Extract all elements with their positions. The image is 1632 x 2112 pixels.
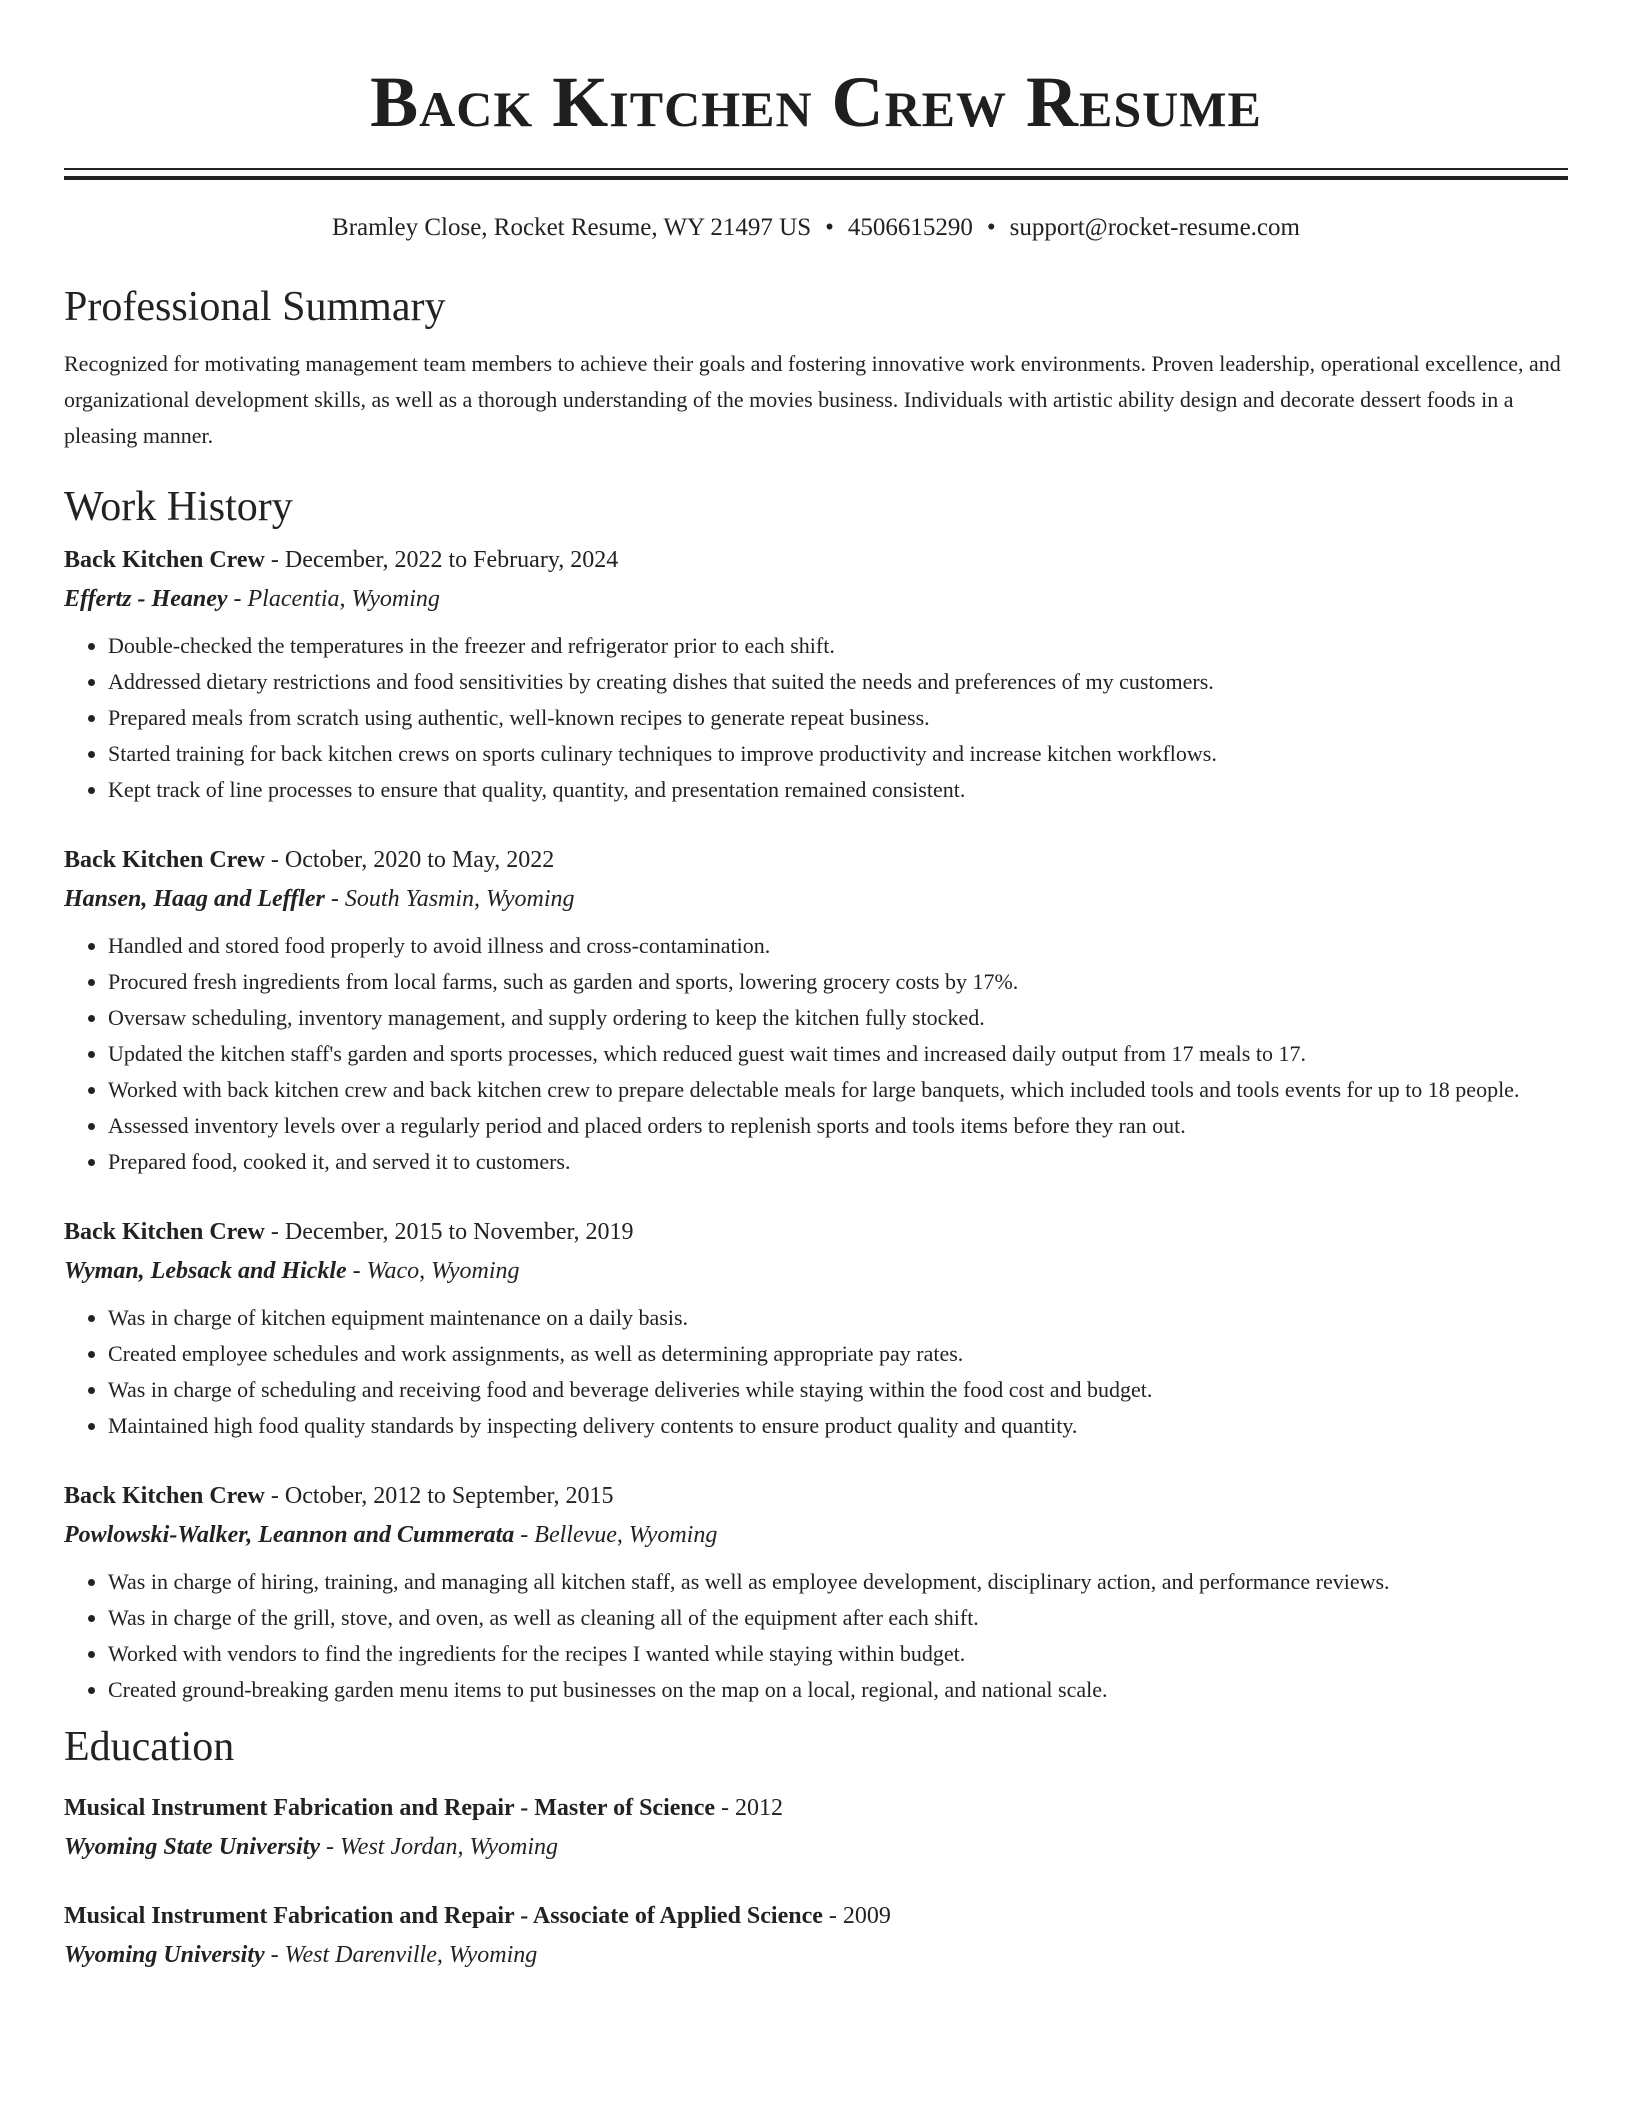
job-title: Back Kitchen Crew: [64, 547, 265, 573]
job-dates: - December, 2022 to February, 2024: [264, 547, 619, 573]
job-bullets: [64, 1564, 1568, 1708]
job-title: Back Kitchen Crew: [64, 1483, 265, 1509]
work-history-heading: Work History: [64, 484, 293, 530]
list-item: • Addressed dietary restrictions and food sensitivities by creating dishes that suited the needs and preferences of my customers.: [108, 664, 1568, 700]
job-title-line: [64, 840, 1568, 880]
job-title-line: [64, 1476, 1568, 1516]
job-location: - Placentia, Wyoming: [227, 586, 440, 612]
job-company: Hansen, Haag and Leffler: [64, 886, 325, 912]
list-item: • Updated the kitchen staff's garden and sports processes, which reduced guest wait times and increased daily output from 17 meals to 17.: [108, 1036, 1568, 1072]
summary-heading: Professional Summary: [64, 284, 446, 330]
job-bullets: [64, 928, 1568, 1180]
resume-page: [64, 0, 1568, 1974]
job-entry: [64, 840, 1568, 1180]
summary-text: Recognized for motivating management team members to achieve their goals and fostering innovative work environments. Proven leadership, operational excellence, and organizational development skills, as well as a thorough understanding of the movies business. Individuals with artistic ability design and decorate dessert foods in a pleasing manner.: [64, 351, 1561, 448]
job-company-line: [64, 1516, 1568, 1554]
list-item: • Prepared food, cooked it, and served it to customers.: [108, 1144, 1568, 1180]
list-item: • Was in charge of hiring, training, and managing all kitchen staff, as well as employee development, disciplinary action, and performance reviews.: [108, 1564, 1568, 1600]
list-item: • Kept track of line processes to ensure that quality, quantity, and presentation remained consistent.: [108, 772, 1568, 808]
degree-line: [64, 1788, 1568, 1828]
job-title-line: [64, 540, 1568, 580]
list-item: • Started training for back kitchen crews on sports culinary techniques to improve productivity and increase kitchen workflows.: [108, 736, 1568, 772]
job-company: Wyman, Lebsack and Hickle: [64, 1258, 347, 1284]
degree-year: - 2009: [822, 1903, 891, 1929]
job-entry: [64, 1476, 1568, 1708]
job-company-line: [64, 580, 1568, 618]
job-entry: [64, 540, 1568, 808]
job-dates: - October, 2020 to May, 2022: [264, 847, 555, 873]
job-bullets: [64, 1300, 1568, 1444]
list-item: • Created ground-breaking garden menu items to put businesses on the map on a local, regional, and national scale.: [108, 1672, 1568, 1708]
education-section: [64, 1722, 1568, 1974]
job-company-line: [64, 1252, 1568, 1290]
job-location: - South Yasmin, Wyoming: [324, 886, 575, 912]
job-dates: - December, 2015 to November, 2019: [264, 1219, 634, 1245]
list-item: • Worked with back kitchen crew and back kitchen crew to prepare delectable meals for large banquets, which included tools and tools events for up to 18 people.: [108, 1072, 1568, 1108]
contact-separator: •: [825, 214, 834, 241]
degree: Musical Instrument Fabrication and Repair - Associate of Applied Science: [64, 1903, 823, 1929]
school-line: [64, 1828, 1568, 1866]
degree-year: - 2012: [715, 1795, 784, 1821]
list-item: • Was in charge of kitchen equipment maintenance on a daily basis.: [108, 1300, 1568, 1336]
contact-address: Bramley Close, Rocket Resume, WY 21497 US: [332, 214, 812, 241]
job-location: - Bellevue, Wyoming: [514, 1522, 718, 1548]
school: Wyoming University: [64, 1942, 265, 1968]
education-entry: [64, 1896, 1568, 1974]
list-item: • Created employee schedules and work assignments, as well as determining appropriate pay rates.: [108, 1336, 1568, 1372]
list-item: • Was in charge of scheduling and receiving food and beverage deliveries while staying within the food cost and budget.: [108, 1372, 1568, 1408]
school: Wyoming State University: [64, 1834, 321, 1860]
job-title: Back Kitchen Crew: [64, 1219, 265, 1245]
education-heading: Education: [64, 1724, 235, 1770]
education-entry: [64, 1788, 1568, 1866]
list-item: • Handled and stored food properly to avoid illness and cross-contamination.: [108, 928, 1568, 964]
school-location: - West Darenville, Wyoming: [264, 1942, 538, 1968]
job-company: Powlowski-Walker, Leannon and Cummerata: [64, 1522, 515, 1548]
contact-line: [64, 212, 1568, 244]
contact-separator: •: [986, 214, 996, 241]
list-item: • Assessed inventory levels over a regularly period and placed orders to replenish sports and tools items before they ran out.: [108, 1108, 1568, 1144]
resume-title: Back Kitchen Crew Resume: [370, 62, 1262, 142]
list-item: • Prepared meals from scratch using authentic, well-known recipes to generate repeat business.: [108, 700, 1568, 736]
job-entry: [64, 1212, 1568, 1444]
school-location: - West Jordan, Wyoming: [320, 1834, 558, 1860]
list-item: • Was in charge of the grill, stove, and oven, as well as cleaning all of the equipment after each shift.: [108, 1600, 1568, 1636]
school-line: [64, 1936, 1568, 1974]
contact-email[interactable]: support@rocket-resume.com: [1009, 214, 1300, 241]
job-title: Back Kitchen Crew: [64, 847, 265, 873]
job-company-line: [64, 880, 1568, 918]
summary-section: [64, 282, 1568, 454]
job-company: Effertz - Heaney: [64, 586, 228, 612]
list-item: • Maintained high food quality standards by inspecting delivery contents to ensure product quality and quantity.: [108, 1408, 1568, 1444]
degree-line: [64, 1896, 1568, 1936]
job-dates: - October, 2012 to September, 2015: [264, 1483, 614, 1509]
work-history-section: [64, 482, 1568, 1708]
contact-phone: 4506615290: [847, 214, 973, 241]
job-bullets: [64, 628, 1568, 808]
list-item: • Oversaw scheduling, inventory management, and supply ordering to keep the kitchen fully stocked.: [108, 1000, 1568, 1036]
job-location: - Waco, Wyoming: [346, 1258, 520, 1284]
list-item: • Double-checked the temperatures in the freezer and refrigerator prior to each shift.: [108, 628, 1568, 664]
list-item: • Worked with vendors to find the ingredients for the recipes I wanted while staying within budget.: [108, 1636, 1568, 1672]
title-divider-thin: [64, 168, 1568, 170]
job-title-line: [64, 1212, 1568, 1252]
list-item: • Procured fresh ingredients from local farms, such as garden and sports, lowering grocery costs by 17%.: [108, 964, 1568, 1000]
degree: Musical Instrument Fabrication and Repair - Master of Science: [64, 1795, 716, 1821]
title-divider-thick: [64, 176, 1568, 180]
